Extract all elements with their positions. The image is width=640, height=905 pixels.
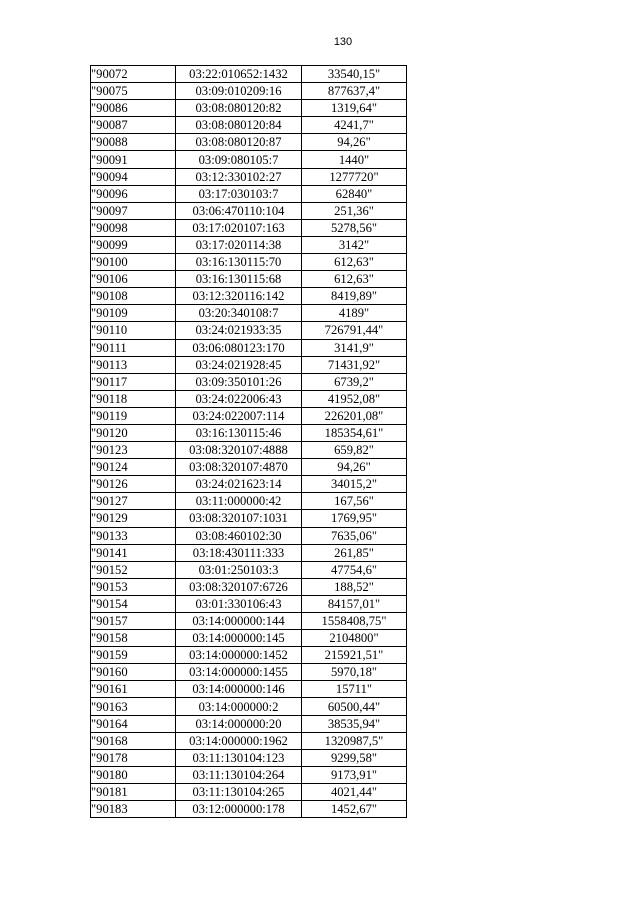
record-number-cell: "90180: [91, 766, 176, 783]
value-cell: 41952,08": [302, 390, 407, 407]
value-cell: 726791,44": [302, 322, 407, 339]
record-number-cell: "90152: [91, 561, 176, 578]
table-row: [91, 647, 407, 664]
table-row: [91, 442, 407, 459]
cadastral-number-cell: 03:08:320107:4888: [176, 442, 302, 459]
table-row: [91, 749, 407, 766]
value-cell: 4241,7": [302, 117, 407, 134]
record-number-cell: "90099: [91, 236, 176, 253]
record-number-cell: "90110: [91, 322, 176, 339]
record-number-cell: "90124: [91, 459, 176, 476]
cadastral-number-cell: 03:11:130104:265: [176, 783, 302, 800]
cadastral-number-cell: 03:09:010209:16: [176, 83, 302, 100]
record-number-cell: "90091: [91, 151, 176, 168]
value-cell: 6739,2": [302, 373, 407, 390]
table-row: [91, 613, 407, 630]
cadastral-number-cell: 03:12:000000:178: [176, 801, 302, 818]
record-number-cell: "90123: [91, 442, 176, 459]
value-cell: 62840": [302, 185, 407, 202]
table-row: [91, 134, 407, 151]
record-number-cell: "90163: [91, 698, 176, 715]
record-number-cell: "90113: [91, 356, 176, 373]
value-cell: 34015,2": [302, 476, 407, 493]
value-cell: 877637,4": [302, 83, 407, 100]
value-cell: 1319,64": [302, 100, 407, 117]
cadastral-number-cell: 03:09:080105:7: [176, 151, 302, 168]
value-cell: 38535,94": [302, 715, 407, 732]
table-row: [91, 305, 407, 322]
cadastral-number-cell: 03:14:000000:20: [176, 715, 302, 732]
table-row: [91, 595, 407, 612]
value-cell: 9299,58": [302, 749, 407, 766]
record-number-cell: "90109: [91, 305, 176, 322]
table-row: [91, 373, 407, 390]
record-number-cell: "90129: [91, 510, 176, 527]
cadastral-number-cell: 03:24:022007:114: [176, 407, 302, 424]
cadastral-number-cell: 03:08:320107:4870: [176, 459, 302, 476]
value-cell: 261,85": [302, 544, 407, 561]
value-cell: 226201,08": [302, 407, 407, 424]
record-number-cell: "90096: [91, 185, 176, 202]
value-cell: 1320987,5": [302, 732, 407, 749]
cadastral-number-cell: 03:22:010652:1432: [176, 66, 302, 83]
table-row: [91, 561, 407, 578]
record-number-cell: "90097: [91, 202, 176, 219]
record-number-cell: "90161: [91, 681, 176, 698]
record-number-cell: "90158: [91, 630, 176, 647]
value-cell: 84157,01": [302, 595, 407, 612]
record-number-cell: "90181: [91, 783, 176, 800]
cadastral-number-cell: 03:17:030103:7: [176, 185, 302, 202]
cadastral-number-cell: 03:11:130104:264: [176, 766, 302, 783]
record-number-cell: "90072: [91, 66, 176, 83]
cadastral-number-cell: 03:06:470110:104: [176, 202, 302, 219]
cadastral-number-cell: 03:11:000000:42: [176, 493, 302, 510]
cadastral-number-cell: 03:01:250103:3: [176, 561, 302, 578]
value-cell: 3142": [302, 236, 407, 253]
cadastral-number-cell: 03:08:320107:1031: [176, 510, 302, 527]
record-number-cell: "90141: [91, 544, 176, 561]
value-cell: 3141,9": [302, 339, 407, 356]
record-number-cell: "90106: [91, 271, 176, 288]
table-row: [91, 168, 407, 185]
value-cell: 1769,95": [302, 510, 407, 527]
value-cell: 612,63": [302, 254, 407, 271]
cadastral-number-cell: 03:17:020114:38: [176, 236, 302, 253]
value-cell: 5970,18": [302, 664, 407, 681]
cadastral-number-cell: 03:12:320116:142: [176, 288, 302, 305]
cadastral-number-cell: 03:08:080120:84: [176, 117, 302, 134]
record-number-cell: "90094: [91, 168, 176, 185]
table-row: [91, 424, 407, 441]
cadastral-number-cell: 03:16:130115:68: [176, 271, 302, 288]
table-row: [91, 339, 407, 356]
record-number-cell: "90178: [91, 749, 176, 766]
cadastral-number-cell: 03:01:330106:43: [176, 595, 302, 612]
record-number-cell: "90119: [91, 407, 176, 424]
cadastral-number-cell: 03:16:130115:46: [176, 424, 302, 441]
record-number-cell: "90133: [91, 527, 176, 544]
cadastral-number-cell: 03:14:000000:2: [176, 698, 302, 715]
record-number-cell: "90154: [91, 595, 176, 612]
cadastral-number-cell: 03:24:022006:43: [176, 390, 302, 407]
table-row: [91, 356, 407, 373]
table-row: [91, 407, 407, 424]
record-number-cell: "90159: [91, 647, 176, 664]
table-row: [91, 578, 407, 595]
record-number-cell: "90157: [91, 613, 176, 630]
table-row: [91, 459, 407, 476]
value-cell: 167,56": [302, 493, 407, 510]
value-cell: 1277720": [302, 168, 407, 185]
table-row: [91, 117, 407, 134]
value-cell: 612,63": [302, 271, 407, 288]
cadastral-number-cell: 03:24:021623:14: [176, 476, 302, 493]
record-number-cell: "90087: [91, 117, 176, 134]
cadastral-number-cell: 03:17:020107:163: [176, 219, 302, 236]
value-cell: 215921,51": [302, 647, 407, 664]
cadastral-number-cell: 03:08:080120:87: [176, 134, 302, 151]
value-cell: 4021,44": [302, 783, 407, 800]
table-body: [91, 66, 407, 818]
cadastral-number-cell: 03:14:000000:146: [176, 681, 302, 698]
table-row: [91, 219, 407, 236]
cadastral-number-cell: 03:14:000000:1452: [176, 647, 302, 664]
value-cell: 185354,61": [302, 424, 407, 441]
value-cell: 188,52": [302, 578, 407, 595]
value-cell: 659,82": [302, 442, 407, 459]
table-row: [91, 732, 407, 749]
record-number-cell: "90164: [91, 715, 176, 732]
table-row: [91, 766, 407, 783]
value-cell: 94,26": [302, 134, 407, 151]
table-row: [91, 271, 407, 288]
value-cell: 33540,15": [302, 66, 407, 83]
cadastral-number-cell: 03:18:430111:333: [176, 544, 302, 561]
value-cell: 2104800": [302, 630, 407, 647]
table-row: [91, 783, 407, 800]
value-cell: 94,26": [302, 459, 407, 476]
table-row: [91, 664, 407, 681]
cadastral-number-cell: 03:06:080123:170: [176, 339, 302, 356]
table-row: [91, 100, 407, 117]
table-row: [91, 630, 407, 647]
table-row: [91, 202, 407, 219]
table-row: [91, 151, 407, 168]
table-row: [91, 254, 407, 271]
value-cell: 5278,56": [302, 219, 407, 236]
cadastral-number-cell: 03:16:130115:70: [176, 254, 302, 271]
value-cell: 71431,92": [302, 356, 407, 373]
table-row: [91, 801, 407, 818]
value-cell: 7635,06": [302, 527, 407, 544]
cadastral-number-cell: 03:14:000000:145: [176, 630, 302, 647]
table-row: [91, 66, 407, 83]
value-cell: 1558408,75": [302, 613, 407, 630]
table-row: [91, 322, 407, 339]
record-number-cell: "90111: [91, 339, 176, 356]
record-number-cell: "90120: [91, 424, 176, 441]
value-cell: 47754,6": [302, 561, 407, 578]
data-table: [90, 65, 407, 818]
record-number-cell: "90108: [91, 288, 176, 305]
table-row: [91, 185, 407, 202]
table-row: [91, 681, 407, 698]
record-number-cell: "90160: [91, 664, 176, 681]
cadastral-number-cell: 03:08:320107:6726: [176, 578, 302, 595]
value-cell: 8419,89": [302, 288, 407, 305]
table-row: [91, 236, 407, 253]
value-cell: 60500,44": [302, 698, 407, 715]
table-row: [91, 288, 407, 305]
cadastral-number-cell: 03:24:021933:35: [176, 322, 302, 339]
table-row: [91, 390, 407, 407]
cadastral-number-cell: 03:08:080120:82: [176, 100, 302, 117]
record-number-cell: "90183: [91, 801, 176, 818]
record-number-cell: "90127: [91, 493, 176, 510]
table-row: [91, 493, 407, 510]
record-number-cell: "90075: [91, 83, 176, 100]
record-number-cell: "90126: [91, 476, 176, 493]
record-number-cell: "90086: [91, 100, 176, 117]
record-number-cell: "90098: [91, 219, 176, 236]
cadastral-number-cell: 03:14:000000:144: [176, 613, 302, 630]
value-cell: 251,36": [302, 202, 407, 219]
table-row: [91, 698, 407, 715]
cadastral-number-cell: 03:24:021928:45: [176, 356, 302, 373]
record-number-cell: "90100: [91, 254, 176, 271]
value-cell: 9173,91": [302, 766, 407, 783]
table-row: [91, 83, 407, 100]
cadastral-number-cell: 03:12:330102:27: [176, 168, 302, 185]
value-cell: 15711": [302, 681, 407, 698]
table-row: [91, 476, 407, 493]
cadastral-number-cell: 03:11:130104:123: [176, 749, 302, 766]
value-cell: 1452,67": [302, 801, 407, 818]
table-row: [91, 544, 407, 561]
record-number-cell: "90088: [91, 134, 176, 151]
cadastral-number-cell: 03:09:350101:26: [176, 373, 302, 390]
cadastral-number-cell: 03:14:000000:1455: [176, 664, 302, 681]
cadastral-number-cell: 03:20:340108:7: [176, 305, 302, 322]
value-cell: 4189": [302, 305, 407, 322]
cadastral-number-cell: 03:08:460102:30: [176, 527, 302, 544]
table-row: [91, 510, 407, 527]
page-number: 130: [333, 36, 353, 48]
record-number-cell: "90117: [91, 373, 176, 390]
record-number-cell: "90168: [91, 732, 176, 749]
record-number-cell: "90118: [91, 390, 176, 407]
cadastral-number-cell: 03:14:000000:1962: [176, 732, 302, 749]
table-row: [91, 715, 407, 732]
record-number-cell: "90153: [91, 578, 176, 595]
value-cell: 1440": [302, 151, 407, 168]
table-row: [91, 527, 407, 544]
